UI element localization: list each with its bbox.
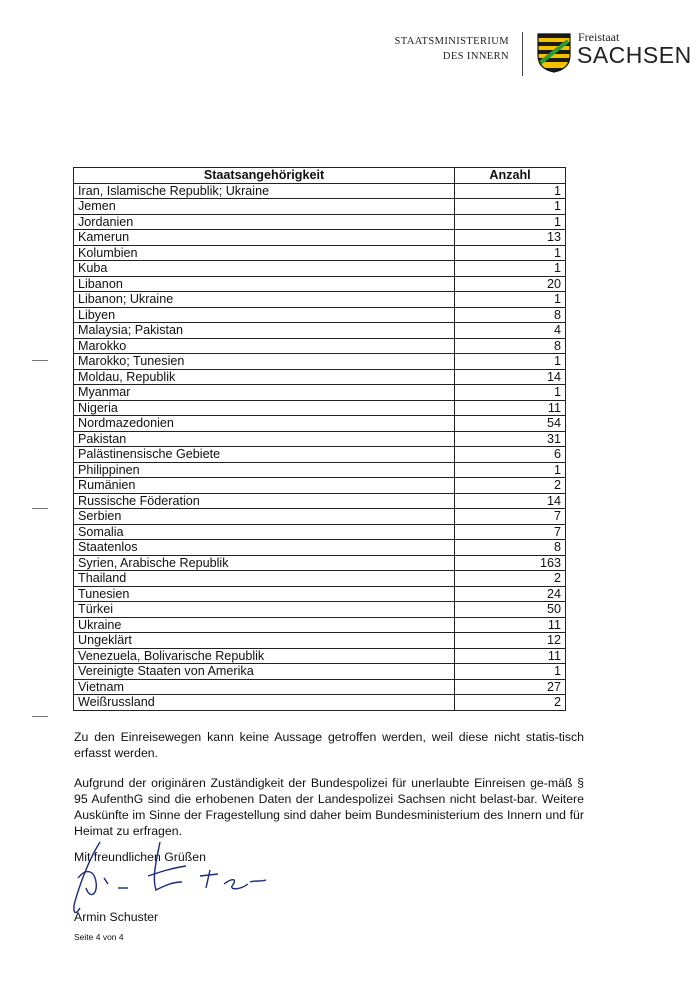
nationality-cell: Venezuela, Bolivarische Republik — [74, 648, 455, 664]
table-row — [74, 230, 566, 246]
nationality-cell: Türkei — [74, 602, 455, 618]
nationality-cell: Myanmar — [74, 385, 455, 401]
saxony-coat-of-arms-icon — [537, 33, 571, 73]
count-cell: 24 — [455, 586, 566, 602]
table-row — [74, 509, 566, 525]
count-cell: 1 — [455, 261, 566, 277]
count-cell: 7 — [455, 509, 566, 525]
nationality-cell: Vereinigte Staaten von Amerika — [74, 664, 455, 680]
nationality-cell: Libyen — [74, 307, 455, 323]
table-row — [74, 555, 566, 571]
nationality-cell: Marokko — [74, 338, 455, 354]
table-row — [74, 369, 566, 385]
nationality-cell: Syrien, Arabische Republik — [74, 555, 455, 571]
count-cell: 11 — [455, 617, 566, 633]
count-cell: 1 — [455, 292, 566, 308]
table-row — [74, 338, 566, 354]
nationality-cell: Ungeklärt — [74, 633, 455, 649]
table-row — [74, 400, 566, 416]
count-cell: 1 — [455, 199, 566, 215]
ministry-line-1: STAATSMINISTERIUM — [394, 36, 509, 47]
table-row — [74, 276, 566, 292]
count-cell: 50 — [455, 602, 566, 618]
nationality-cell: Palästinensische Gebiete — [74, 447, 455, 463]
count-cell: 14 — [455, 369, 566, 385]
table-row — [74, 245, 566, 261]
count-cell: 27 — [455, 679, 566, 695]
count-cell: 54 — [455, 416, 566, 432]
nationality-cell: Iran, Islamische Republik; Ukraine — [74, 183, 455, 199]
nationality-cell: Serbien — [74, 509, 455, 525]
fold-mark — [32, 360, 48, 361]
count-cell: 1 — [455, 354, 566, 370]
nationality-cell: Russische Föderation — [74, 493, 455, 509]
count-cell: 163 — [455, 555, 566, 571]
count-cell: 1 — [455, 462, 566, 478]
nationality-cell: Libanon; Ukraine — [74, 292, 455, 308]
paragraph-jurisdiction: Aufgrund der originären Zuständigkeit der Bundespolizei für unerlaubte Einreisen ge-mäß § 95 AufenthG sind die erhobenen Daten der Landespolizei Sachsen nicht belast-bar. Weitere Auskünfte im Sinne der Fragestellung sind daher beim Bundesministerium des Innern und für Heimat zu erfragen. — [74, 776, 584, 838]
nationality-cell: Nigeria — [74, 400, 455, 416]
count-cell: 1 — [455, 385, 566, 401]
count-cell: 8 — [455, 540, 566, 556]
table-row — [74, 183, 566, 199]
table-row — [74, 462, 566, 478]
ministry-line-2: DES INNERN — [442, 51, 509, 62]
nationality-cell: Moldau, Republik — [74, 369, 455, 385]
nationality-cell: Jemen — [74, 199, 455, 215]
table-header-row — [74, 168, 566, 184]
count-cell: 1 — [455, 664, 566, 680]
nationality-cell: Nordmazedonien — [74, 416, 455, 432]
count-cell: 6 — [455, 447, 566, 463]
nationality-table — [73, 167, 566, 711]
count-cell: 31 — [455, 431, 566, 447]
signer-name: Armin Schuster — [74, 910, 159, 924]
paragraph-entry-routes: Zu den Einreisewegen kann keine Aussage getroffen werden, weil diese nicht statis-tisch erfasst werden. — [74, 730, 584, 760]
table-row — [74, 431, 566, 447]
table-row — [74, 586, 566, 602]
count-cell: 14 — [455, 493, 566, 509]
ministry-name — [395, 34, 509, 64]
nationality-cell: Kuba — [74, 261, 455, 277]
table-row — [74, 524, 566, 540]
state-label-small: Freistaat — [578, 30, 620, 44]
count-cell: 11 — [455, 400, 566, 416]
nationality-cell: Jordanien — [74, 214, 455, 230]
table-row — [74, 354, 566, 370]
table-row — [74, 648, 566, 664]
table-row — [74, 617, 566, 633]
count-cell: 7 — [455, 524, 566, 540]
nationality-cell: Kolumbien — [74, 245, 455, 261]
fold-mark — [32, 716, 48, 717]
nationality-cell: Weißrussland — [74, 695, 455, 711]
nationality-cell: Philippinen — [74, 462, 455, 478]
count-cell: 4 — [455, 323, 566, 339]
count-cell: 8 — [455, 307, 566, 323]
count-cell: 2 — [455, 695, 566, 711]
count-cell: 2 — [455, 571, 566, 587]
count-cell: 12 — [455, 633, 566, 649]
count-cell: 11 — [455, 648, 566, 664]
nationality-cell: Pakistan — [74, 431, 455, 447]
table-row — [74, 199, 566, 215]
count-cell: 2 — [455, 478, 566, 494]
table-row — [74, 664, 566, 680]
table-row — [74, 602, 566, 618]
nationality-cell: Vietnam — [74, 679, 455, 695]
table-row — [74, 447, 566, 463]
table-row — [74, 214, 566, 230]
nationality-cell: Marokko; Tunesien — [74, 354, 455, 370]
count-cell: 8 — [455, 338, 566, 354]
nationality-cell: Rumänien — [74, 478, 455, 494]
table-row — [74, 571, 566, 587]
nationality-cell: Malaysia; Pakistan — [74, 323, 455, 339]
table-row — [74, 493, 566, 509]
count-cell: 1 — [455, 245, 566, 261]
nationality-cell: Staatenlos — [74, 540, 455, 556]
count-cell: 13 — [455, 230, 566, 246]
column-header-nationality: Staatsangehörigkeit — [74, 168, 455, 184]
table-row — [74, 478, 566, 494]
nationality-cell: Kamerun — [74, 230, 455, 246]
column-header-count: Anzahl — [455, 168, 566, 184]
table-row — [74, 292, 566, 308]
count-cell: 20 — [455, 276, 566, 292]
table-row — [74, 416, 566, 432]
table-row — [74, 679, 566, 695]
letterhead-divider — [522, 32, 523, 76]
table-row — [74, 385, 566, 401]
closing-greeting: Mit freundlichen Grüßen — [74, 850, 206, 864]
table-row — [74, 307, 566, 323]
table-row — [74, 323, 566, 339]
table-row — [74, 261, 566, 277]
nationality-cell: Ukraine — [74, 617, 455, 633]
fold-mark — [32, 508, 48, 509]
count-cell: 1 — [455, 214, 566, 230]
nationality-cell: Libanon — [74, 276, 455, 292]
state-label-big: SACHSEN — [577, 42, 692, 68]
table-row — [74, 540, 566, 556]
count-cell: 1 — [455, 183, 566, 199]
nationality-cell: Tunesien — [74, 586, 455, 602]
letterhead — [394, 30, 692, 80]
table-row — [74, 633, 566, 649]
nationality-cell: Somalia — [74, 524, 455, 540]
page-number: Seite 4 von 4 — [74, 932, 124, 942]
table-row — [74, 695, 566, 711]
nationality-cell: Thailand — [74, 571, 455, 587]
